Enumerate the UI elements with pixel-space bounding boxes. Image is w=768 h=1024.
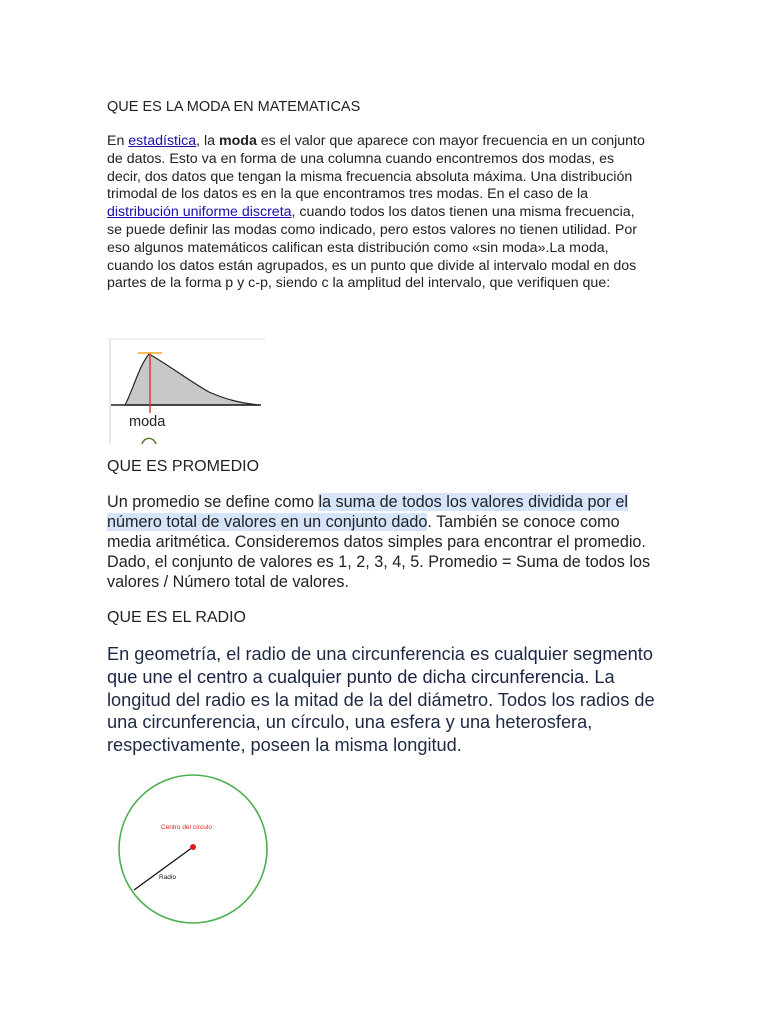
moda-distribution-figure (109, 338, 269, 444)
moda-paragraph (107, 133, 647, 293)
radio-circle-figure (109, 770, 277, 932)
promedio-heading: QUE ES PROMEDIO (107, 458, 260, 475)
moda-text-start: En (107, 133, 129, 149)
link-distribucion-uniforme-discreta[interactable]: distribución uniforme discreta (107, 204, 292, 221)
moda-text-mid1: , la (196, 133, 219, 149)
cropped-figure-fragment (142, 438, 156, 444)
moda-text-end: , cuando todos los datos tienen una misma frecuencia, se puede definir las modas como indicado, pero estos valores no tienen utilidad. Por eso algunos matemáticos califican esta distribución como «sin moda».La moda, cuando los datos están agrupados, es un punto que divide al intervalo modal en dos partes de la forma p y c-p, siendo c la amplitud del intervalo, que verifiquen que: (107, 204, 637, 292)
mode-label: moda (129, 414, 166, 430)
figure-background (109, 770, 277, 932)
moda-text-mid2: es el valor que aparece con mayor frecuencia en un conjunto de datos. Esto va en forma de una columna cuando encontremos dos modas, es decir, dos datos que tengan la misma frecuencia absoluta máxima. Una distribución trimodal de los datos es en la que encontramos tres modas. En el caso de la (107, 133, 645, 203)
radio-text-end: . La longitud del radio es la mitad de la del diámetro. Todos los radios de una circunferencia, un círculo, una esfera y una heterosfera, respectivamente, poseen la misma longitud. (107, 666, 655, 756)
link-estadistica[interactable]: estadística (128, 133, 197, 149)
promedio-text-end: . También se conoce como media aritmética. Consideremos datos simples para encontrar el promedio. Dado, el conjunto de valores es 1, 2, 3, 4, 5. Promedio = Suma de todos los valores / Número total de valores. (107, 513, 651, 591)
moda-bold-term: moda (219, 133, 257, 149)
moda-heading: QUE ES LA MODA EN MATEMATICAS (107, 99, 361, 115)
center-label: Centro del círculo (161, 824, 212, 831)
center-point (190, 844, 196, 850)
radius-label: Radio (159, 874, 176, 881)
radio-text-start: En geometría, el radio de una circunferencia es (107, 644, 495, 664)
promedio-highlight: la suma de todos los valores dividida por el número total de valores en un conjunto dado (107, 493, 628, 531)
promedio-text-start: Un promedio se define como (107, 493, 319, 511)
promedio-paragraph (107, 492, 667, 592)
radio-definition: cualquier segmento que une el centro a cualquier punto de dicha circunferencia (107, 644, 653, 687)
radio-paragraph (107, 643, 667, 757)
distribution-curve (125, 354, 259, 405)
radio-heading: QUE ES EL RADIO (107, 609, 246, 626)
